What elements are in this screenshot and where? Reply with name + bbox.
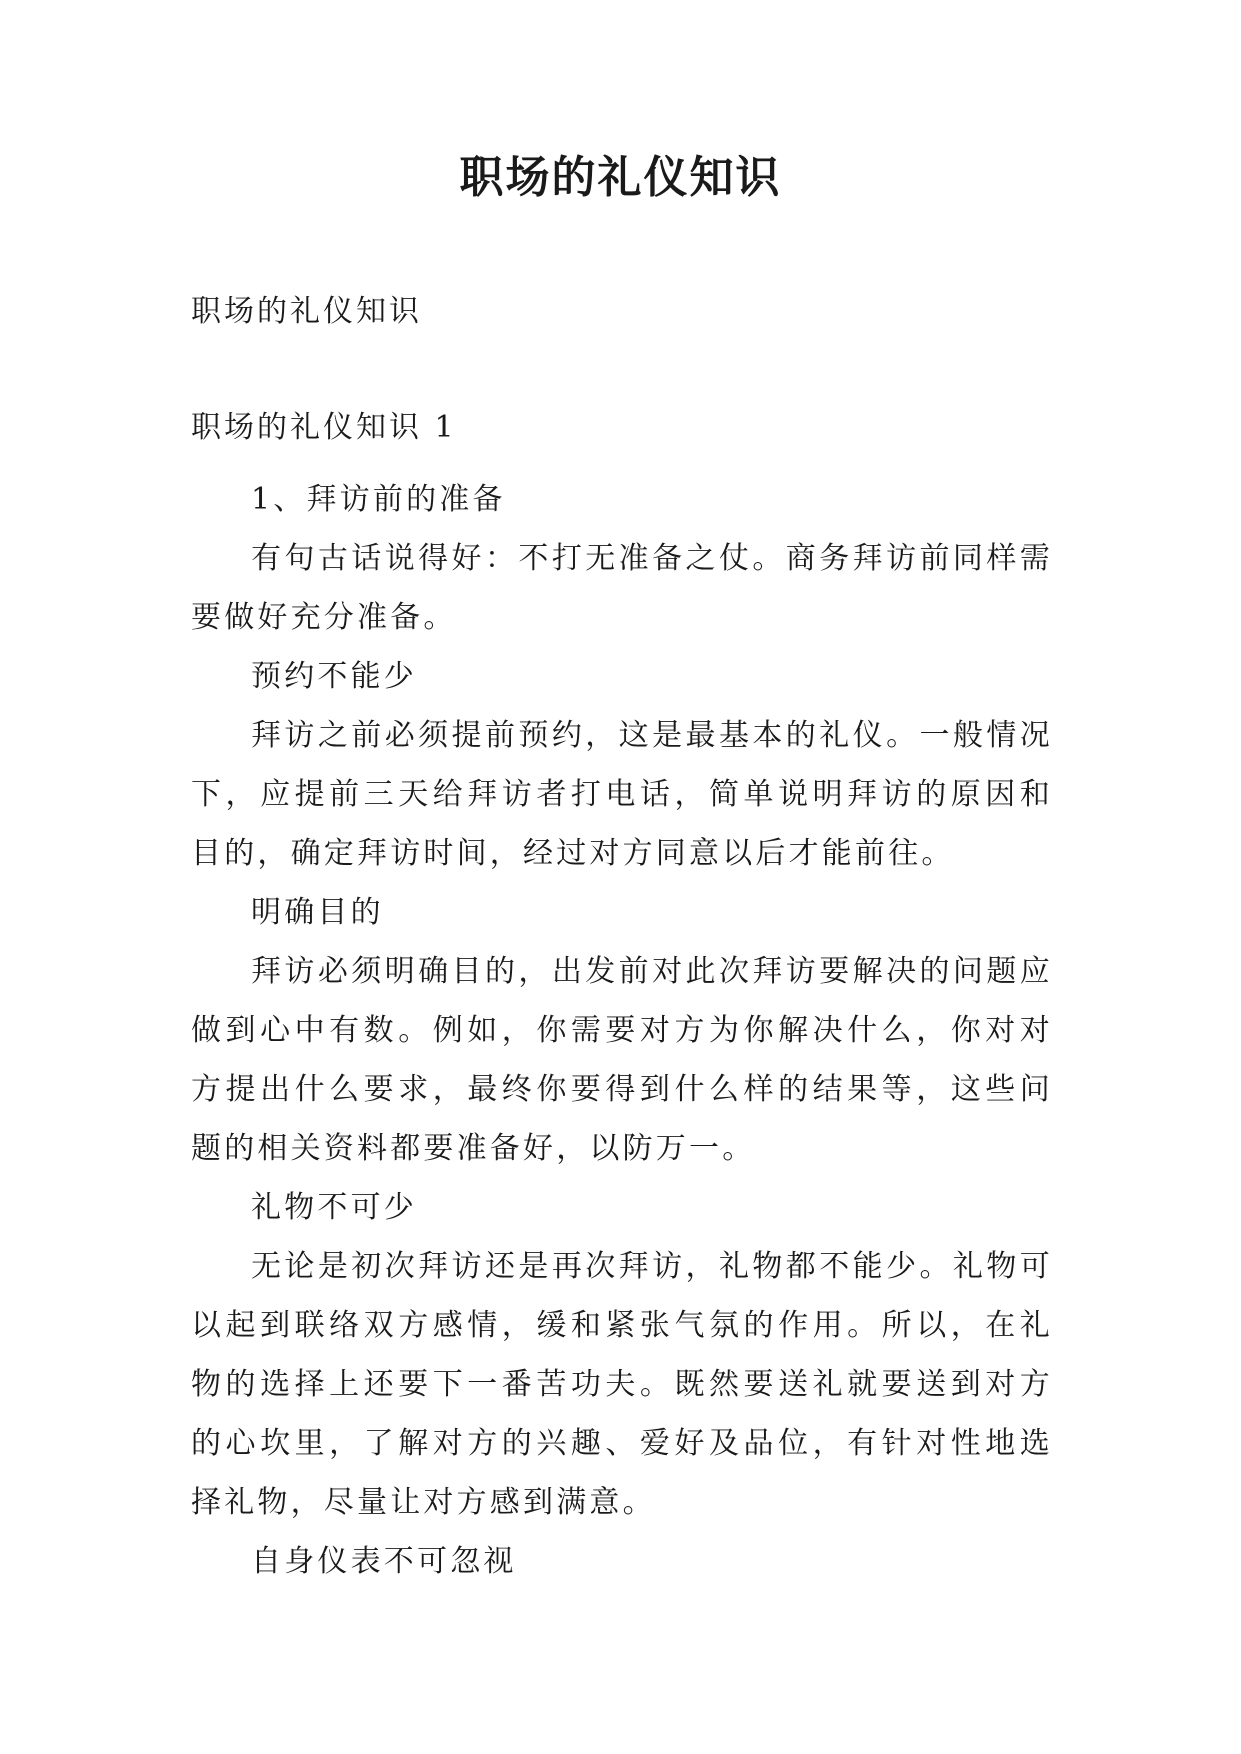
document-body <box>191 470 1053 1591</box>
paragraph: 有句古话说得好：不打无准备之仗。商务拜访前同样需要做好充分准备。 <box>191 541 1053 635</box>
section-heading: 职场的礼仪知识 1 <box>191 410 457 445</box>
paragraph-heading: 明确目的 <box>251 895 384 930</box>
document-title: 职场的礼仪知识 <box>459 152 782 203</box>
paragraph: 无论是初次拜访还是再次拜访，礼物都不能少。礼物可以起到联络双方感情，缓和紧张气氛的作用。所以，在礼物的选择上还要下一番苦功夫。既然要送礼就要送到对方的心坎里，了解对方的兴趣、爱好及品位，有针对性地选择礼物，尽量让对方感到满意。 <box>191 1249 1053 1520</box>
paragraph-heading: 预约不能少 <box>251 659 417 694</box>
paragraph-heading: 1、拜访前的准备 <box>251 482 506 517</box>
paragraph-heading: 自身仪表不可忽视 <box>251 1544 517 1579</box>
paragraph: 拜访必须明确目的，出发前对此次拜访要解决的问题应做到心中有数。例如，你需要对方为你解决什么，你对对方提出什么要求，最终你要得到什么样的结果等，这些问题的相关资料都要准备好，以防万一。 <box>191 954 1053 1166</box>
document-subtitle: 职场的礼仪知识 <box>191 294 422 329</box>
paragraph: 拜访之前必须提前预约，这是最基本的礼仪。一般情况下，应提前三天给拜访者打电话，简单说明拜访的原因和目的，确定拜访时间，经过对方同意以后才能前往。 <box>191 718 1053 871</box>
paragraph-heading: 礼物不可少 <box>251 1190 417 1225</box>
